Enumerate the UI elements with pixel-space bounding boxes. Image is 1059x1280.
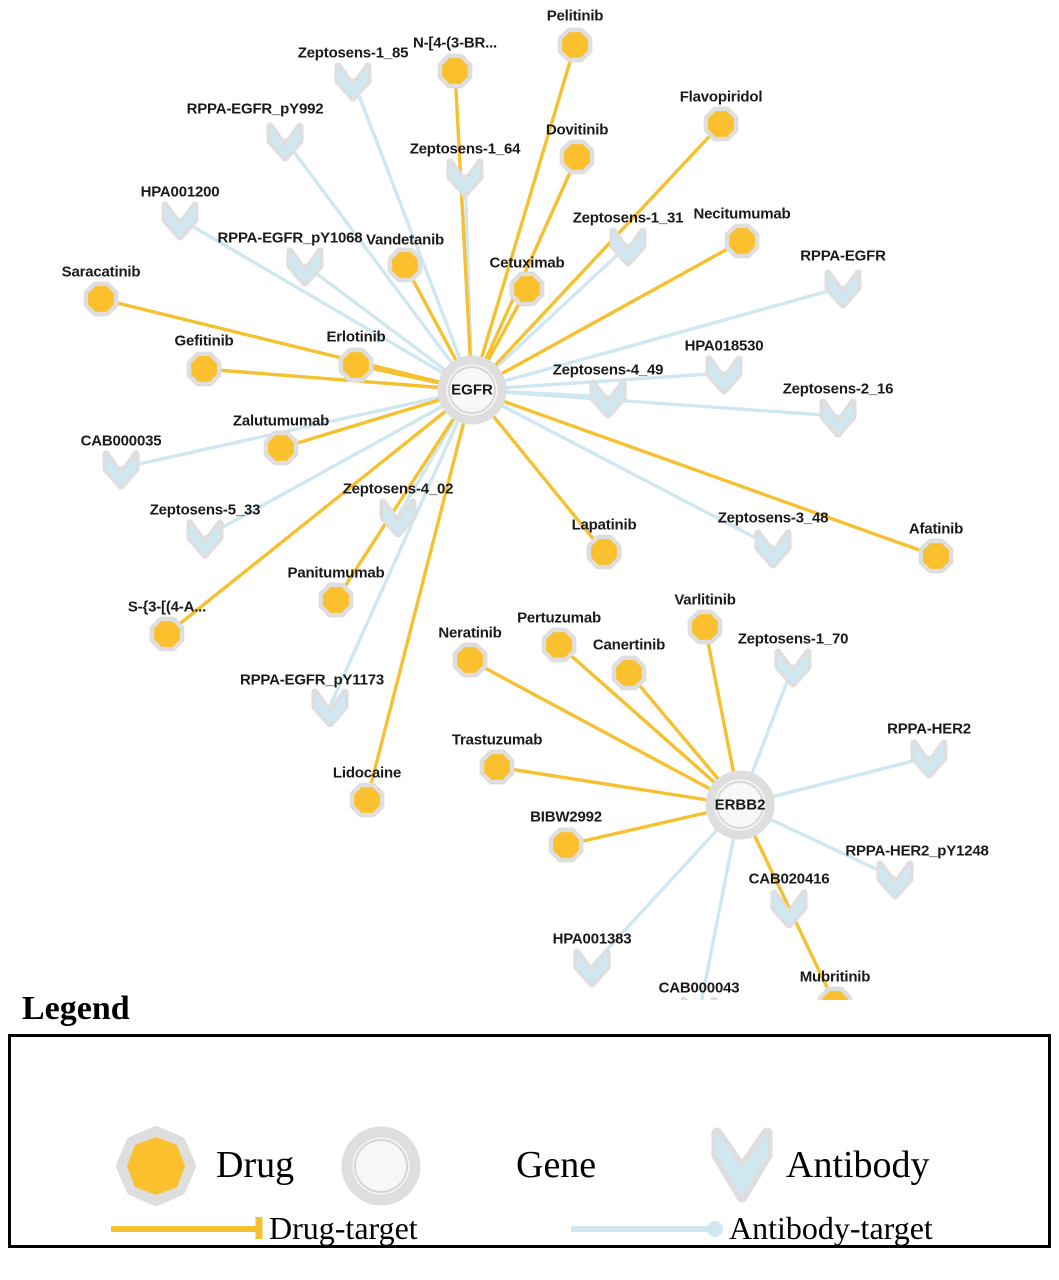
legend-label-antibody-target: Antibody-target (729, 1210, 933, 1246)
antibody-label: RPPA-HER2 (887, 720, 971, 738)
legend-label-gene: Gene (516, 1144, 597, 1186)
drug-label: Cetuximab (489, 254, 565, 272)
drug-node[interactable] (191, 356, 217, 382)
legend-label-drug-target: Drug-target (269, 1210, 418, 1246)
legend-label-antibody: Antibody (786, 1144, 930, 1186)
gene-label-erbb2: ERBB2 (714, 796, 766, 814)
drug-label: N-[4-(3-BR... (412, 34, 498, 52)
antibody-label: Zeptosens-4_02 (342, 480, 454, 498)
drug-label: Neratinib (438, 624, 502, 642)
legend-gene-icon (347, 1132, 415, 1200)
legend-svg (11, 1037, 1054, 1239)
drug-node[interactable] (591, 539, 617, 565)
antibody-label: RPPA-EGFR_pY1173 (239, 671, 385, 689)
drug-node[interactable] (88, 286, 114, 312)
drug-label: Lapatinib (571, 516, 637, 534)
drug-label: Vandetanib (365, 231, 445, 249)
legend-title: Legend (22, 990, 130, 1027)
drug-node[interactable] (616, 660, 642, 686)
antibody-label: Zeptosens-3_48 (717, 509, 829, 527)
drug-label: Pelitinib (546, 7, 604, 25)
antibody-label: HPA018530 (684, 337, 764, 355)
drug-label: Saracatinib (61, 263, 141, 281)
drug-node[interactable] (323, 587, 349, 613)
antibody-label: HPA001383 (552, 930, 632, 948)
drug-node[interactable] (564, 144, 590, 170)
antibody-label: CAB020416 (748, 870, 830, 888)
legend-drug-target-edge (111, 1217, 259, 1239)
drug-label: Panitumumab (287, 564, 385, 582)
drug-label: Afatinib (908, 520, 964, 538)
drug-node[interactable] (457, 647, 483, 673)
drug-node[interactable] (562, 32, 588, 58)
legend-box (8, 1034, 1051, 1248)
edge-drug-target (472, 45, 575, 390)
drug-node[interactable] (692, 614, 718, 640)
drug-label: Necitumumab (693, 205, 791, 223)
antibody-label: HPA001200 (140, 183, 220, 201)
antibody-label: RPPA-EGFR_pY992 (186, 100, 324, 118)
edge-drug-target (455, 71, 472, 390)
antibody-label: RPPA-HER2_pY1248 (845, 842, 989, 860)
drug-node[interactable] (442, 58, 468, 84)
drug-node[interactable] (514, 276, 540, 302)
drug-node[interactable] (392, 252, 418, 278)
legend-label-drug: Drug (216, 1144, 295, 1186)
antibody-label: Zeptosens-4_49 (552, 361, 664, 379)
drug-node[interactable] (268, 435, 294, 461)
drug-label: Pertuzumab (517, 609, 601, 627)
legend-antibody-icon (717, 1133, 767, 1197)
drug-label: S-{3-[(4-A... (127, 598, 207, 616)
drug-label: Flavopiridol (679, 88, 763, 106)
drug-label: Lidocaine (332, 764, 402, 782)
drug-node[interactable] (484, 754, 510, 780)
antibody-label: Zeptosens-2_16 (782, 380, 894, 398)
drug-node[interactable] (553, 832, 579, 858)
drug-label: Dovitinib (545, 121, 609, 139)
legend-antibody-target-edge (571, 1221, 723, 1237)
antibody-label: Zeptosens-1_64 (409, 140, 521, 158)
antibody-label: Zeptosens-1_85 (297, 44, 409, 62)
antibody-label: RPPA-EGFR_pY1068 (217, 229, 363, 247)
gene-label-egfr: EGFR (451, 381, 493, 399)
drug-label: Varlitinib (674, 591, 736, 609)
drug-label: Mubritinib (799, 968, 871, 986)
antibody-label: Zeptosens-1_70 (737, 630, 849, 648)
drug-label: Zalutumumab (232, 412, 330, 430)
drug-label: BIBW2992 (530, 808, 602, 826)
drug-label: Erlotinib (326, 328, 386, 346)
legend-drug-icon (123, 1133, 189, 1199)
drug-node[interactable] (343, 352, 369, 378)
antibody-label: Zeptosens-1_31 (572, 209, 684, 227)
antibody-label: CAB000043 (658, 979, 740, 997)
drug-label: Canertinib (592, 636, 666, 654)
edge-antibody-target (330, 390, 472, 706)
antibody-label: Zeptosens-5_33 (149, 501, 261, 519)
drug-label: Gefitinib (174, 332, 234, 350)
drug-node[interactable] (546, 632, 572, 658)
drug-node[interactable] (923, 543, 949, 569)
drug-node[interactable] (729, 228, 755, 254)
antibody-label: CAB000035 (80, 432, 162, 450)
drug-node[interactable] (354, 787, 380, 813)
legend-section (0, 990, 1059, 1248)
antibody-label: RPPA-EGFR (800, 247, 886, 265)
drug-node[interactable] (708, 111, 734, 137)
drug-label: Trastuzumab (451, 731, 543, 749)
drug-node[interactable] (154, 621, 180, 647)
